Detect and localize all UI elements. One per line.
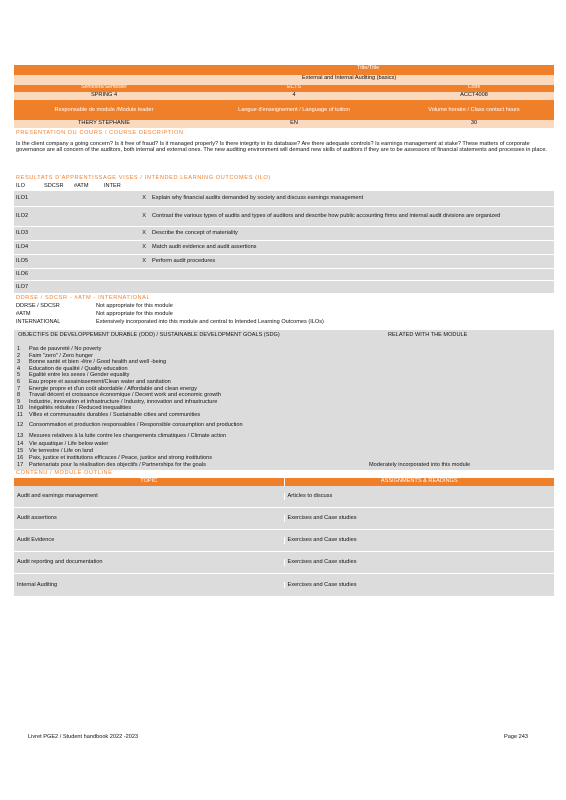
sdg-heading: OBJECTIFS DE DEVELOPPEMENT DURABLE (ODD) / SUSTAINABLE DEVELOPMENT GOALS (SDG)	[18, 332, 280, 338]
semester-value-row	[14, 92, 554, 100]
sdg-text: Inégalités réduites / Reduced inequalities	[29, 405, 131, 412]
sdg-related-label: RELATED WITH THE MODULE	[388, 332, 468, 338]
sdg-text: Industrie, innovation et infrastructure / Industry, innovation and infrastructure	[29, 398, 218, 405]
title-value: External and Internal Auditing (basics)	[302, 75, 397, 81]
sdg-number: 3	[17, 359, 21, 366]
responsible-value-row	[14, 120, 554, 128]
sdg-number: 1	[17, 346, 21, 352]
semester-label-row	[14, 85, 554, 92]
content-row	[14, 552, 554, 574]
ilo-row	[14, 207, 554, 227]
semester-label: Semestre/Semester	[81, 85, 127, 90]
sdg-item	[14, 405, 554, 412]
presentation-text: Is the client company a going concern? Is it free of fraud? Is it managed properly? Is there integrity in its database? Are there adequate controls? Is earnings management at stake? These matters of corporate governance are all concern of the auditors, both internal and external ones. The new auditing environment will demand new skills of auditors if they are to be assessors of financial statements and processes in place.	[16, 141, 547, 154]
ilo-check: X	[142, 258, 146, 265]
ilo-text: Contrast the various types of audits and types of auditors and describe how public accounting firms and internal audit divisions are organized	[152, 213, 501, 220]
content-row	[14, 574, 554, 596]
ects-value: 4	[292, 92, 296, 98]
sdg-item	[14, 353, 554, 360]
ilo-heading: RESULTATS D'APPRENTISSAGE VISES / INTENDED LEARNING OUTCOMES (ILO)	[16, 175, 271, 181]
content-row	[14, 530, 554, 552]
ilo-header-row	[14, 183, 554, 191]
ilo-check: X	[142, 213, 146, 220]
ilo-row	[14, 281, 554, 293]
sdg-text: Travail décent et croissance économique / Decent work and economic growth	[29, 392, 221, 399]
sdg-text: Villes et communautés durables / Sustainable cities and communities	[29, 411, 201, 418]
dd-row	[14, 319, 554, 329]
assignment-cell: Exercises and Case studies	[287, 581, 357, 588]
sdg-number: 8	[17, 392, 21, 399]
ilo-check: X	[142, 195, 146, 202]
sdg-header-row	[14, 332, 554, 346]
sdg-number: 5	[17, 372, 21, 379]
sdg-number: 7	[17, 385, 21, 392]
dd-label: INTERNATIONAL	[16, 319, 61, 325]
topic-cell: Audit assertions	[14, 515, 285, 521]
sdg-text: Energie propre et d'un coût abordable / Affordable and clean energy	[29, 385, 197, 392]
sdg-number: 12	[17, 422, 24, 429]
ilo-col-ilo: ILO	[16, 183, 26, 189]
volume-label: Volume horaire / Class contact hours	[428, 106, 520, 113]
ilo-col-inter: INTER	[104, 183, 121, 189]
sdg-number: 13	[17, 433, 24, 440]
sdg-number: 14	[17, 440, 24, 447]
ilo-code: ILO7	[16, 283, 29, 290]
sdg-number: 2	[17, 352, 21, 359]
topic-cell: Audit reporting and documentation	[14, 559, 285, 565]
topic-cell: Audit and earnings management	[14, 493, 285, 499]
assignment-cell: Exercises and Case studies	[287, 559, 357, 566]
sdg-item	[14, 419, 554, 432]
sdg-item	[14, 455, 554, 462]
sdg-item	[14, 359, 554, 366]
code-value: ACCT4008	[460, 92, 488, 98]
sdg-text: Vie terrestre / Life on land	[29, 447, 93, 454]
content-heading: CONTENU / MODULE OUTLINE	[16, 469, 113, 476]
responsible-value: THERY STEPHANIE	[77, 120, 130, 126]
sdg-item	[14, 412, 554, 419]
sdg-item	[14, 399, 554, 406]
content-row	[14, 486, 554, 508]
sdg-number: 6	[17, 378, 21, 385]
ects-label: ECTS	[287, 85, 301, 90]
dd-value: Not appropriate for this module	[96, 303, 173, 309]
ilo-row	[14, 269, 554, 281]
sdg-item	[14, 432, 554, 441]
ilo-check: X	[142, 230, 146, 237]
semester-value: SPRING 4	[90, 92, 118, 98]
dd-value: Not appropriate for this module	[96, 311, 173, 317]
ilo-text: Describe the concept of materiality	[152, 230, 238, 237]
ilo-row	[14, 255, 554, 269]
responsible-label-row	[14, 100, 554, 120]
ilo-code: ILO6	[16, 271, 29, 278]
language-value: EN	[290, 120, 298, 126]
dd-row	[14, 303, 554, 311]
code-label: Code	[467, 85, 481, 90]
ilo-text: Perform audit procedures	[152, 258, 216, 265]
sdg-item	[14, 392, 554, 399]
ilo-row	[14, 241, 554, 255]
topic-cell: Audit Evidence	[14, 537, 285, 543]
topic-cell: Internal Auditing	[14, 582, 285, 588]
page-number: Page 243	[504, 734, 528, 740]
sdg-number: 10	[17, 405, 24, 412]
sdg-item	[14, 346, 554, 353]
sdg-text: Egalité entre les sexes / Gender equality	[29, 372, 130, 379]
assignments-label: ASSIGNMENTS & READINGS	[380, 477, 458, 484]
ilo-check: X	[142, 244, 146, 251]
sdg-text: Partenariats pour la réalisation des objectifs / Partnerships for the goals	[29, 461, 206, 468]
sdg-text: Pas de pauvreté / No poverty	[29, 346, 102, 352]
ilo-code: ILO3	[16, 230, 29, 237]
assignment-cell: Articles to discuss	[287, 493, 333, 500]
sdg-text: Vie aquatique / Life below water	[29, 440, 109, 447]
sdg-text: Education de qualité / Quality education	[29, 365, 128, 372]
dd-heading: DDRSE / SDCSR - #ATM - INTERNATIONAL	[16, 295, 151, 301]
footer-left: Livret PGE2 / Student handbook 2022 -2023	[28, 734, 139, 740]
sdg-related-value: Moderately incorporated into this module	[369, 461, 471, 468]
ilo-row	[14, 191, 554, 207]
sdg-number: 11	[17, 411, 23, 418]
sdg-item	[14, 448, 554, 455]
dd-label: DDRSE / SDCSR	[16, 303, 60, 309]
ilo-code: ILO1	[16, 195, 29, 202]
sdg-text: Paix, justice et institutions efficaces / Peace, justice and strong institutions	[29, 454, 213, 461]
content-row	[14, 508, 554, 530]
sdg-number: 9	[17, 398, 21, 405]
sdg-item	[14, 441, 554, 448]
module-sheet	[14, 65, 554, 596]
sdg-text: Consommation et production responsables / Responsible consumption and production	[29, 422, 243, 429]
ilo-row	[14, 227, 554, 241]
ilo-text: Explain why financial audits demanded by society and discuss earnings management	[152, 195, 364, 202]
ilo-col-atm: #ATM	[74, 183, 89, 189]
sdg-number: 4	[17, 365, 21, 372]
ilo-code: ILO2	[16, 213, 29, 220]
volume-value: 30	[470, 120, 478, 126]
sdg-item	[14, 366, 554, 373]
presentation-heading: PRESENTATION DU COURS / COURSE DESCRIPTION	[16, 130, 184, 136]
title-label-row	[14, 65, 554, 75]
responsible-label: Responsable de module /Module leader	[54, 106, 154, 113]
sdg-item	[14, 379, 554, 386]
ilo-text: Match audit evidence and audit assertions	[152, 244, 257, 251]
title-label: Title/Title	[357, 65, 380, 71]
title-value-row	[14, 75, 554, 85]
language-label: Langue d'enseignement / Language of tuition	[238, 106, 350, 113]
assignment-cell: Exercises and Case studies	[287, 537, 357, 544]
page-footer	[28, 734, 528, 740]
sdg-text: Bonne santé et bien -être / Good health and well -being	[29, 359, 167, 366]
sdg-number: 17	[17, 461, 24, 468]
sdg-text: Faim "zero" / Zero hunger	[29, 352, 93, 359]
sdg-item	[14, 462, 554, 469]
sdg-item	[14, 386, 554, 393]
sdg-number: 16	[17, 454, 24, 461]
dd-row	[14, 311, 554, 319]
sdg-item	[14, 372, 554, 379]
topic-label: TOPIC	[14, 478, 285, 486]
ilo-code: ILO4	[16, 244, 29, 251]
sdg-text: Eau propre et assainissement/Clean water and sanitation	[29, 378, 171, 385]
dd-label: #ATM	[16, 311, 31, 317]
sdg-number: 15	[17, 447, 24, 454]
ilo-col-sdc: SDCSR	[44, 183, 64, 189]
sdg-text: Mesures relatives à la lutte contre les changements climatiques / Climate action	[29, 433, 227, 440]
assignment-cell: Exercises and Case studies	[287, 515, 357, 522]
sdg-block	[14, 330, 554, 470]
content-header-row	[14, 478, 554, 486]
dd-value: Extensively incorporated into this module and central to Intended Learning Outcomes (ILOs)	[96, 319, 324, 325]
ilo-code: ILO5	[16, 258, 29, 265]
